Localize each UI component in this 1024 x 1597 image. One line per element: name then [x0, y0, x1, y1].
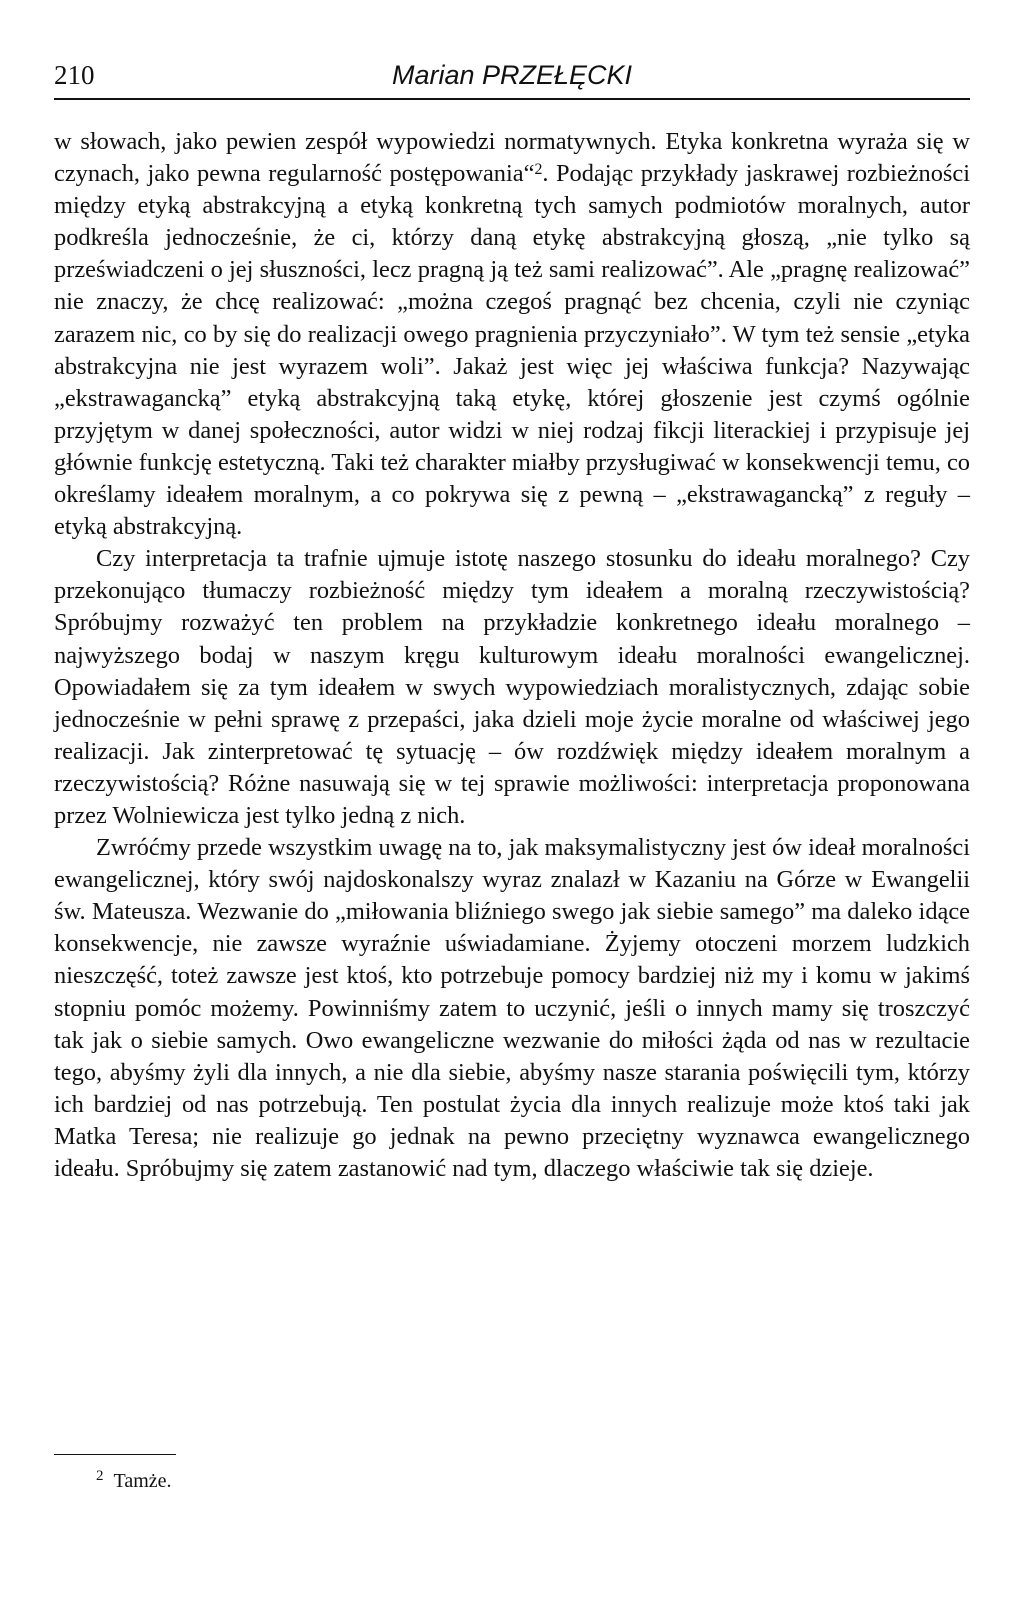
footnote-reference: 2 [534, 160, 543, 178]
paragraph-3: Zwróćmy przede wszystkim uwagę na to, jak maksymalistyczny jest ów ideał moralności ewangelicznej, który swój najdoskonalszy wyraz znalazł w Kazaniu na Górze w Ewangelii św. Mateusza. Wezwanie do „miłowania bliźniego swego jak siebie samego” ma daleko idące konsekwencje, nie zawsze wyraźnie uświadamiane. Żyjemy otoczeni morzem ludzkich nieszczęść, toteż zawsze jest ktoś, kto potrzebuje pomocy bardziej niż my i komu w jakimś stopniu pomóc możemy. Powinniśmy zatem to uczynić, jeśli o innych mamy się troszczyć tak jak o siebie samych. Owo ewangeliczne wezwanie do miłości żąda od nas w rezultacie tego, abyśmy żyli dla innych, a nie dla siebie, abyśmy nasze starania poświęcili tym, którzy ich bardziej od nas potrzebują. Ten postulat życia dla innych realizuje może ktoś taki jak Matka Teresa; nie realizuje go jednak na pewno przeciętny wyznawca ewangelicznego ideału. Spróbujmy się zatem zastanowić nad tym, dlaczego właściwie tak się dzieje. [54, 834, 970, 1182]
body-text [54, 126, 970, 1185]
paragraph-1 [54, 126, 970, 543]
paragraph-1-text: w słowach, jako pewien zespół wypowiedzi normatywnych. Etyka konkretna wyraża się w czynach, jako pewna regularność postępowania“ [54, 128, 970, 188]
page-number: 210 [54, 60, 95, 90]
footnote-divider [54, 1454, 176, 1455]
footnote-mark: 2 [96, 1468, 104, 1484]
footnote-text: Tamże. [113, 1470, 172, 1492]
page-header [54, 58, 970, 100]
paragraph-1-continuation: . Podając przykłady jaskrawej rozbieżności między etyką abstrakcyjną a etyką konkretną tych samych podmiotów moralnych, autor podkreśla jednocześnie, że ci, którzy daną etykę abstrakcyjną głoszą, „nie tylko są przeświadczeni o jej słuszności, lecz pragną ją też sami realizować”. Ale „pragnę realizować” nie znaczy, że chcę realizować: „można czegoś pragnąć bez chcenia, czyli nie czyniąc zarazem nic, co by się do realizacji owego pragnienia przyczyniało”. W tym też sensie „etyka abstrakcyjna nie jest wyrazem woli”. Jakaż jest więc jej właściwa funkcja? Nazywając „ekstrawagancką” etyką abstrakcyjną taką etykę, której głoszenie jest czymś ogólnie przyjętym w danej społeczności, autor widzi w niej rodzaj fikcji literackiej i przypisuje jej głównie funkcję estetyczną. Taki też charakter miałby przysługiwać w konsekwencji temu, co określamy ideałem moralnym, a co pokrywa się z pewną – „ekstrawagancką” z reguły – etyką abstrakcyjną. [54, 160, 970, 541]
footnote [96, 1468, 172, 1493]
paragraph-2: Czy interpretacja ta trafnie ujmuje istotę naszego stosunku do ideału moralnego? Czy przekonująco tłumaczy rozbieżność między tym ideałem a moralną rzeczywistością? Spróbujmy rozważyć ten problem na przykładzie konkretnego ideału moralnego – najwyższego bodaj w naszym kręgu kulturowym ideału moralności ewangelicznej. Opowiadałem się za tym ideałem w swych wypowiedziach moralistycznych, zdając sobie jednocześnie w pełni sprawę z przepaści, jaka dzieli moje życie moralne od właściwej jego realizacji. Jak zinterpretować tę sytuację – ów rozdźwięk między ideałem moralnym a rzeczywistością? Różne nasuwają się w tej sprawie możliwości: interpretacja proponowana przez Wolniewicza jest tylko jedną z nich. [54, 545, 970, 829]
running-head-author: Marian PRZEŁĘCKI [391, 60, 633, 90]
